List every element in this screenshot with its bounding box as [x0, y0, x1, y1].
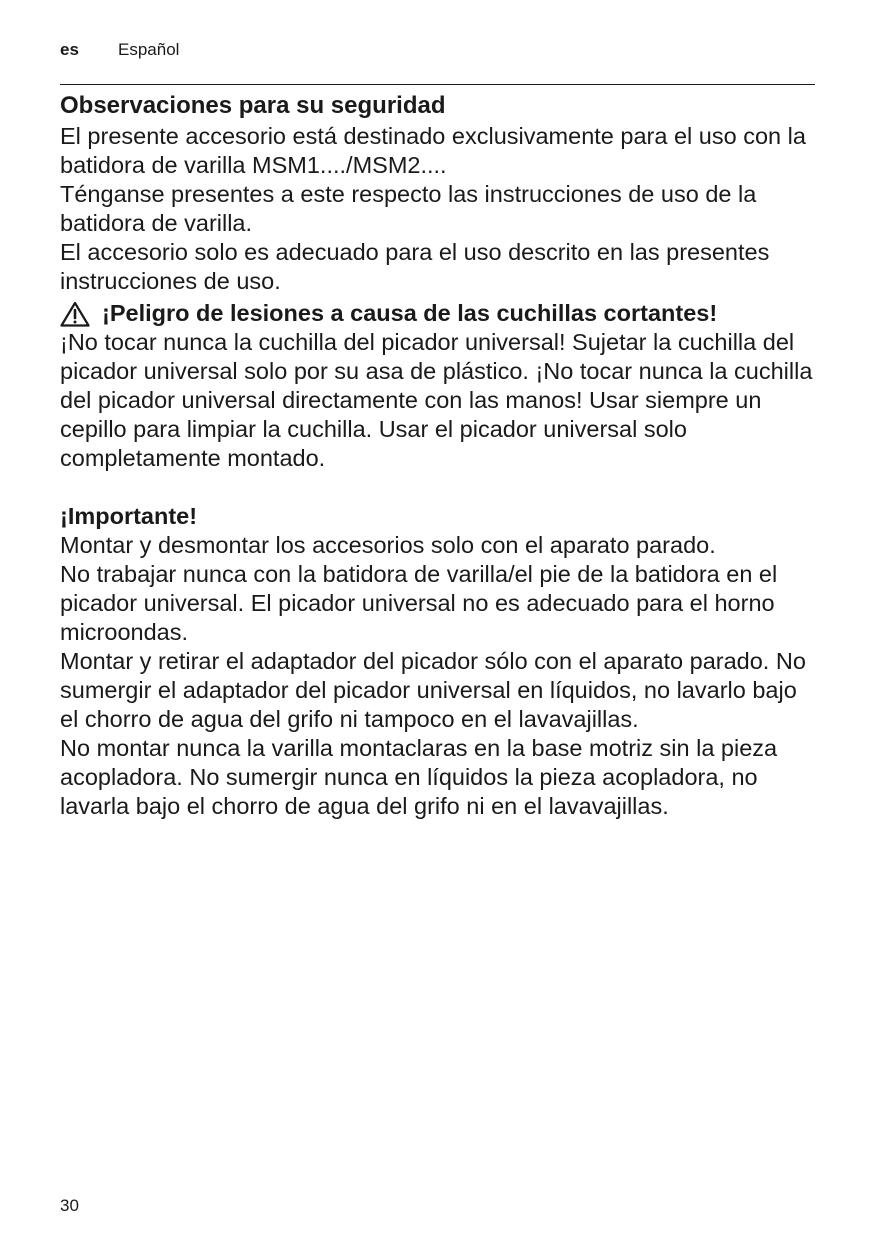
safety-paragraph: Ténganse presentes a este respecto las instrucciones de uso de la batidora de varilla.	[60, 181, 757, 236]
header-divider	[60, 84, 815, 85]
language-code: es	[60, 40, 79, 59]
important-paragraph: No montar nunca la varilla montaclaras en la base motriz sin la pieza acopladora. No sumergir nunca en líquidos la pieza acopladora, no lavarla bajo el chorro de agua del grifo ni en el lavavajillas.	[60, 735, 778, 819]
section-title-safety: Observaciones para su seguridad	[60, 92, 446, 119]
warning-text: ¡No tocar nunca la cuchilla del picador universal! Sujetar la cuchilla del picador universal solo por su asa de plástico. ¡No tocar nunca la cuchilla del picador universal directamente con las manos! Usar siempre un cepillo para limpiar la cuchilla. Usar el picador universal solo completamente montado.	[60, 329, 813, 471]
important-paragraph: Montar y retirar el adaptador del picador sólo con el aparato parado. No sumergir el adaptador del picador universal en líquidos, no lavarlo bajo el chorro de agua del grifo ni tampoco en el lavavajillas.	[60, 648, 806, 732]
page-content	[60, 90, 820, 821]
warning-title: ¡Peligro de lesiones a causa de las cuchillas cortantes!	[102, 300, 718, 326]
important-heading: ¡Importante!	[60, 503, 198, 529]
language-name: Español	[118, 40, 180, 59]
safety-paragraph: El presente accesorio está destinado exclusivamente para el uso con la batidora de varilla MSM1..../MSM2....	[60, 123, 806, 178]
important-paragraph: No trabajar nunca con la batidora de varilla/el pie de la batidora en el picador universal. El picador universal no es adecuado para el horno microondas.	[60, 561, 778, 645]
warning-triangle-icon	[60, 301, 90, 327]
important-paragraph: Montar y desmontar los accesorios solo con el aparato parado.	[60, 532, 716, 558]
safety-paragraph: El accesorio solo es adecuado para el uso descrito en las presentes instrucciones de uso.	[60, 239, 770, 294]
page-header	[60, 40, 179, 60]
warning-heading	[60, 299, 820, 328]
spacer	[60, 473, 820, 502]
page-number: 30	[60, 1196, 79, 1215]
